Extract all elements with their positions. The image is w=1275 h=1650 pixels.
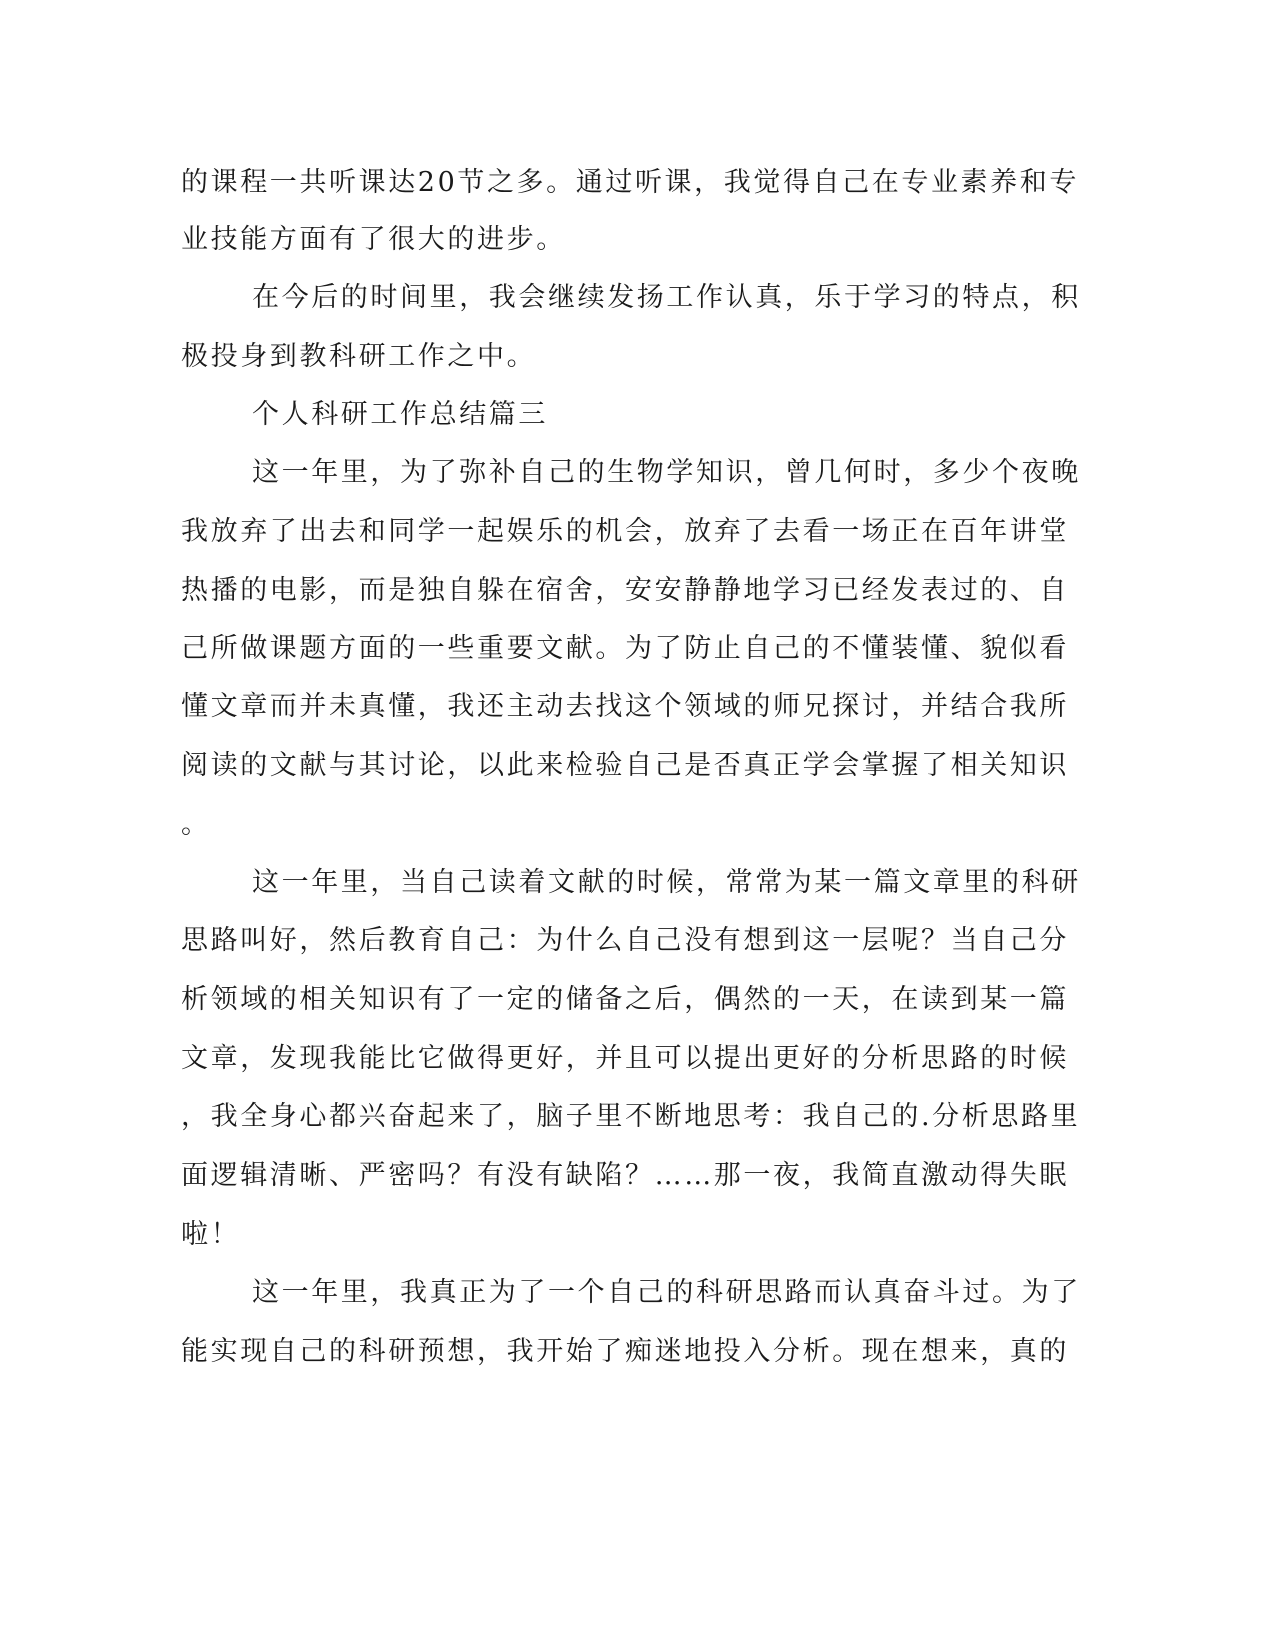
text-line: 析领域的相关知识有了一定的储备之后，偶然的一天，在读到某一篇 xyxy=(181,984,1069,1015)
paragraph-start-line: 这一年里，我真正为了一个自己的科研思路而认真奋斗过。为了 xyxy=(252,1277,1081,1308)
text-line: 业技能方面有了很大的进步。 xyxy=(181,224,566,255)
text-line: 能实现自己的科研预想，我开始了痴迷地投入分析。现在想来，真的 xyxy=(181,1336,1069,1367)
text-line: 面逻辑清晰、严密吗？有没有缺陷？……那一夜，我简直激动得失眠 xyxy=(181,1160,1069,1191)
text-line: 。 xyxy=(181,809,211,840)
text-line: 我放弃了出去和同学一起娱乐的机会，放弃了去看一场正在百年讲堂 xyxy=(181,516,1069,547)
text-line: 思路叫好，然后教育自己：为什么自己没有想到这一层呢？当自己分 xyxy=(181,925,1069,956)
text-line: 热播的电影，而是独自躲在宿舍，安安静静地学习已经发表过的、自 xyxy=(181,575,1069,606)
paragraph-start-line: 这一年里，为了弥补自己的生物学知识，曾几何时，多少个夜晚 xyxy=(252,457,1081,488)
text-line: 文章，发现我能比它做得更好，并且可以提出更好的分析思路的时候 xyxy=(181,1043,1069,1074)
text-line: 极投身到教科研工作之中。 xyxy=(181,341,537,372)
text-line: 懂文章而并未真懂，我还主动去找这个领域的师兄探讨，并结合我所 xyxy=(181,691,1069,722)
paragraph-start-line: 这一年里，当自己读着文献的时候，常常为某一篇文章里的科研 xyxy=(252,867,1081,898)
text-line: 啦！ xyxy=(181,1219,241,1250)
text-line: 阅读的文献与其讨论，以此来检验自己是否真正学会掌握了相关知识 xyxy=(181,750,1069,781)
section-heading: 个人科研工作总结篇三 xyxy=(252,399,548,430)
text-line: ，我全身心都兴奋起来了，脑子里不断地思考：我自己的.分析思路里 xyxy=(181,1101,1081,1132)
paragraph-start-line: 在今后的时间里，我会继续发扬工作认真，乐于学习的特点，积 xyxy=(252,282,1081,313)
text-line: 己所做课题方面的一些重要文献。为了防止自己的不懂装懂、貌似看 xyxy=(181,633,1069,664)
text-line: 的课程一共听课达20节之多。通过听课，我觉得自己在专业素养和专 xyxy=(181,167,1079,198)
